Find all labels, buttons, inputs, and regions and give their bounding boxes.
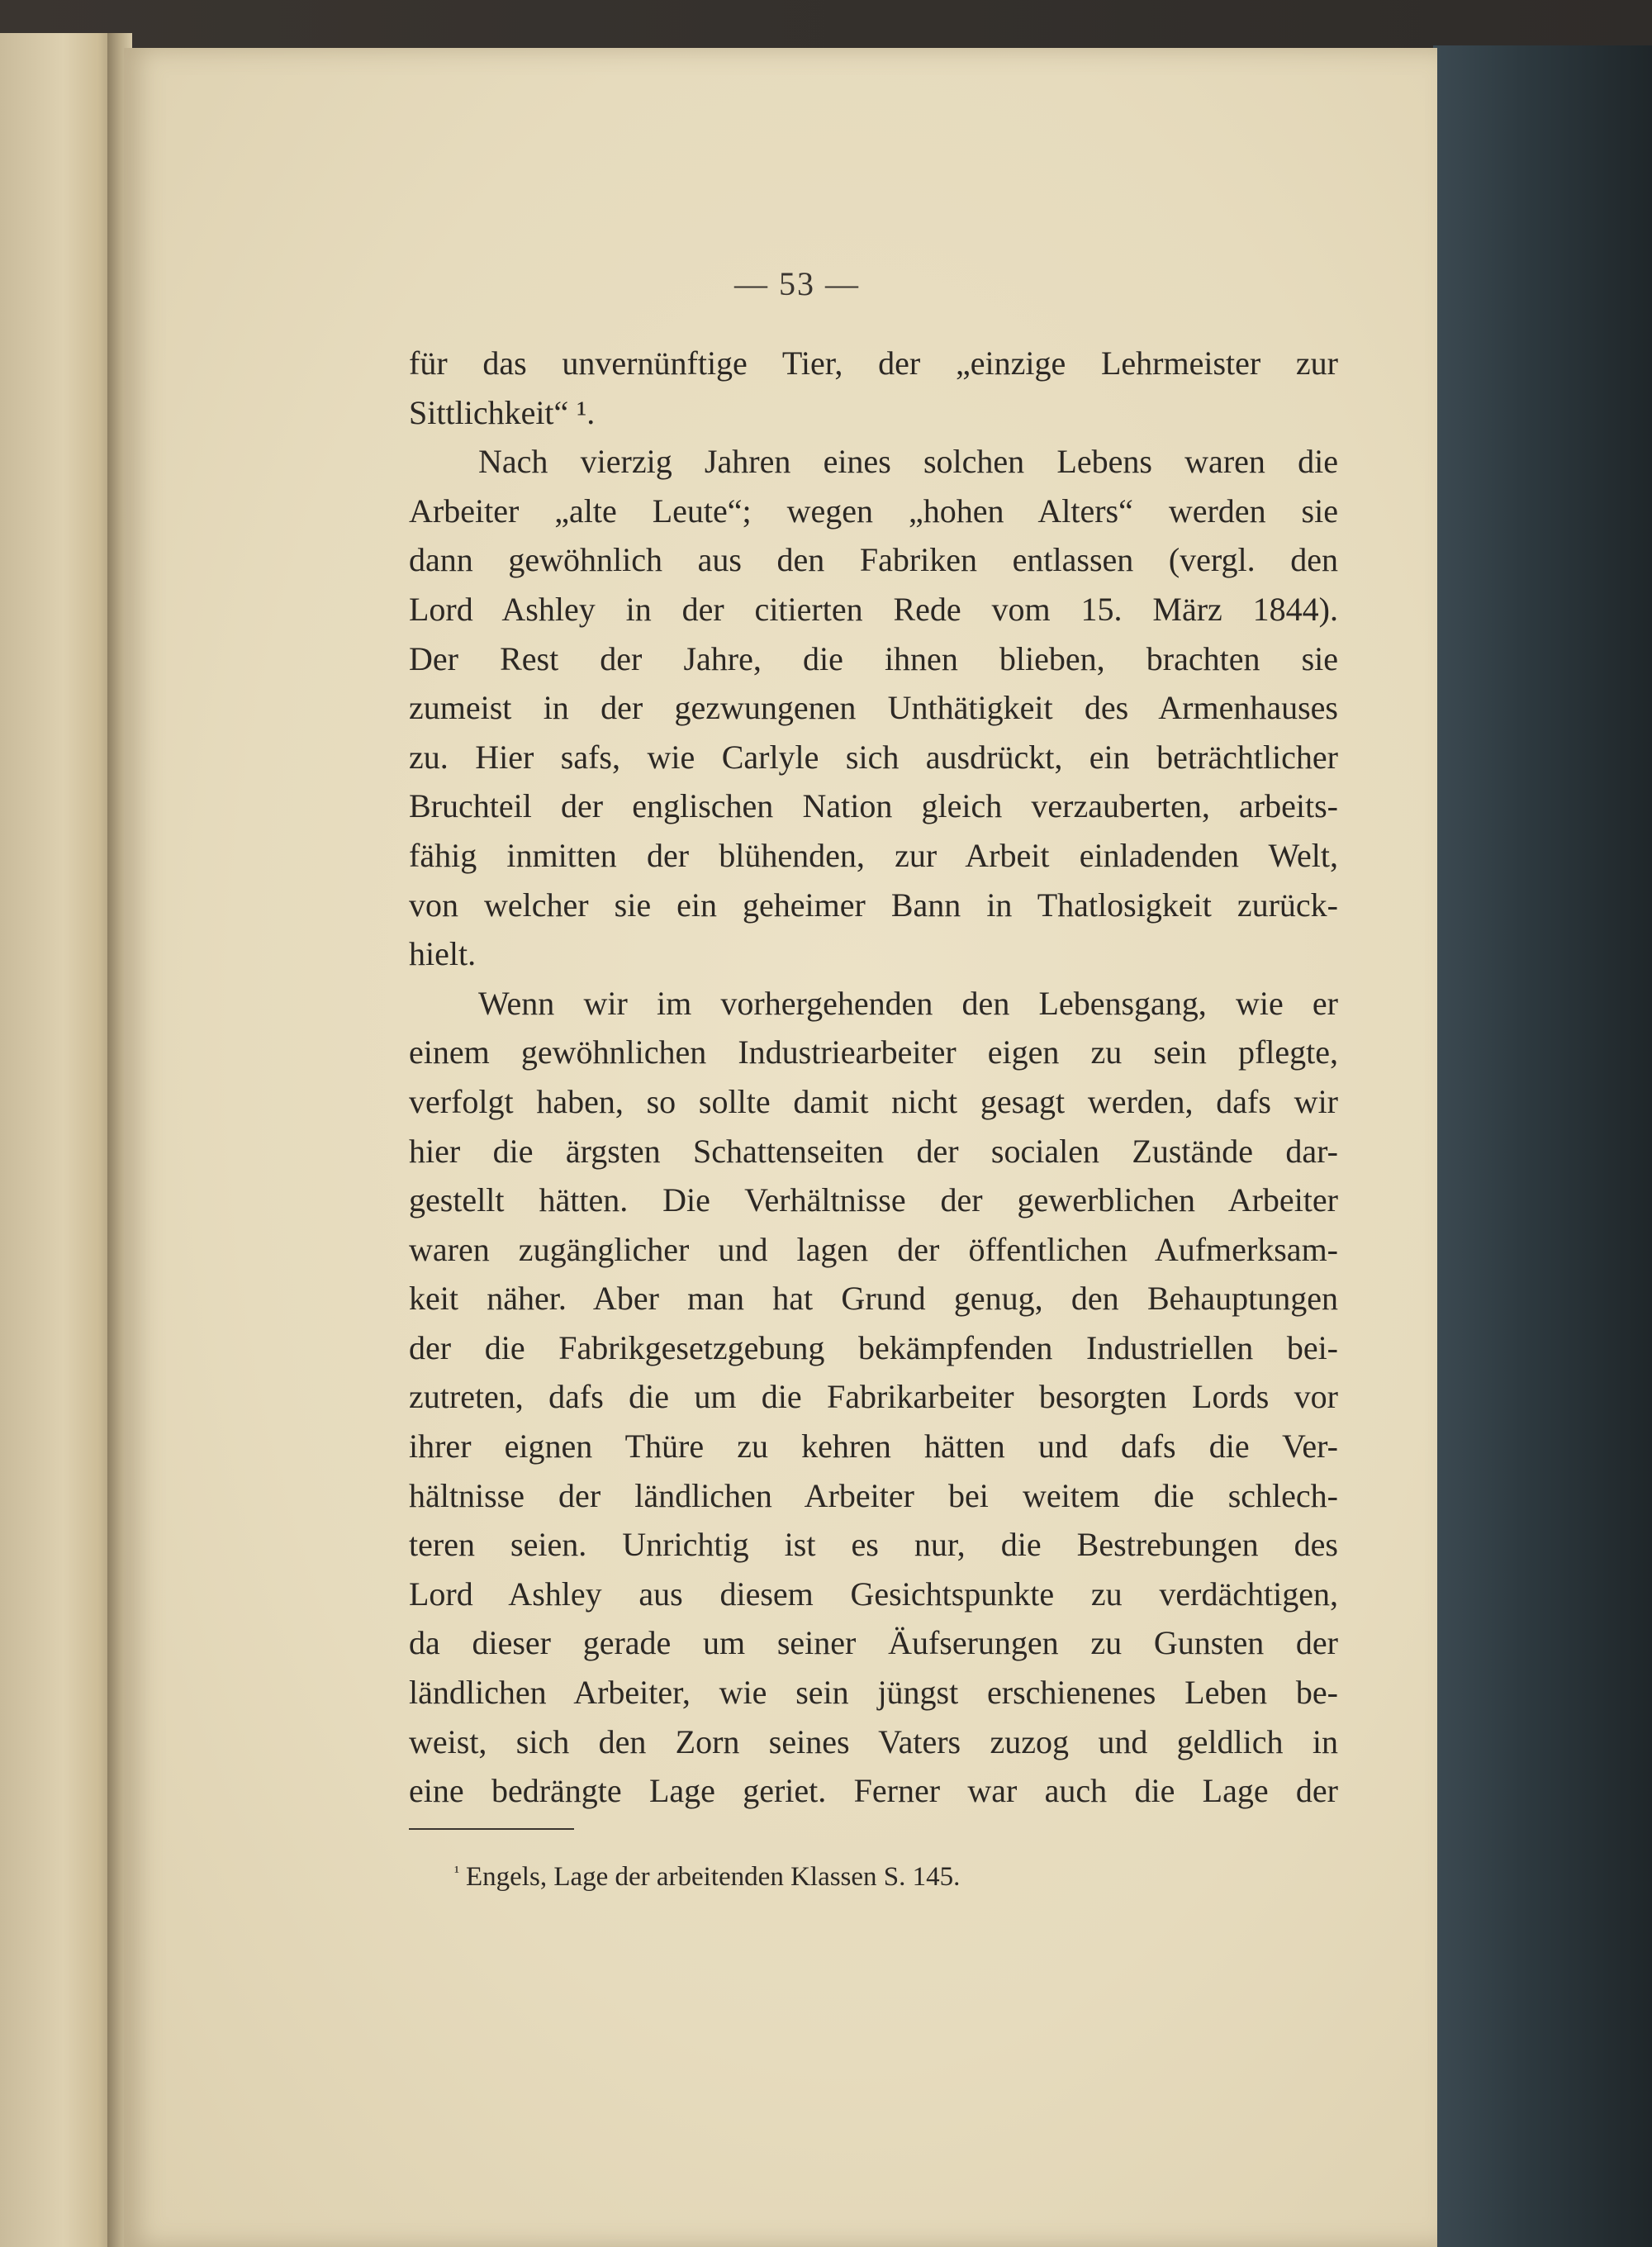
text-line: der die Fabrikgesetzgebung bekämpfenden Industriellen bei- — [409, 1328, 1338, 1366]
text-line: von welcher sie ein geheimer Bann in Thatlosigkeit zurück- — [409, 886, 1338, 924]
text-line: Der Rest der Jahre, die ihnen blieben, brachten sie — [409, 639, 1338, 677]
footnote — [454, 1862, 960, 1893]
text-line: Lord Ashley in der citierten Rede vom 15. März 1844). — [409, 590, 1338, 628]
text-line: zutreten, dafs die um die Fabrikarbeiter besorgten Lords vor — [409, 1378, 1338, 1416]
text-line: Arbeiter „alte Leute“; wegen „hohen Alters“ werden sie — [409, 492, 1338, 530]
text-line: für das unvernünftige Tier, der „einzige Lehrmeister zur — [409, 344, 1338, 382]
footnote-divider — [409, 1828, 574, 1830]
text-line: hier die ärgsten Schattenseiten der socialen Zustände dar- — [409, 1132, 1338, 1170]
text-line: Bruchteil der englischen Nation gleich verzauberten, arbeits- — [409, 787, 1338, 825]
text-line: teren seien. Unrichtig ist es nur, die Bestrebungen des — [409, 1526, 1338, 1564]
body-text — [409, 339, 1338, 1816]
footnote-marker: ¹ — [454, 1863, 459, 1881]
page-number: — 53 — — [734, 265, 860, 302]
text-line: waren zugänglicher und lagen der öffentlichen Aufmerksam- — [409, 1230, 1338, 1268]
book-cover-edge — [1433, 45, 1652, 2247]
text-line: Lord Ashley aus diesem Gesichtspunkte zu verdächtigen, — [409, 1575, 1338, 1613]
text-line: verfolgt haben, so sollte damit nicht gesagt werden, dafs wir — [409, 1082, 1338, 1120]
text-line: keit näher. Aber man hat Grund genug, den Behauptungen — [409, 1280, 1338, 1318]
text-line: zu. Hier safs, wie Carlyle sich ausdrückt, ein beträchtlicher — [409, 738, 1338, 776]
footnote-text: Engels, Lage der arbeitenden Klassen S. 145. — [466, 1862, 961, 1892]
text-line: hielt. — [409, 935, 477, 973]
text-line: ihrer eignen Thüre zu kehren hätten und dafs die Ver- — [409, 1428, 1338, 1466]
text-line: gestellt hätten. Die Verhältnisse der gewerblichen Arbeiter — [409, 1181, 1338, 1219]
text-line: eine bedrängte Lage geriet. Ferner war auch die Lage der — [409, 1772, 1338, 1810]
text-line: hältnisse der ländlichen Arbeiter bei weitem die schlech- — [409, 1476, 1338, 1514]
facing-page-edge — [0, 33, 116, 2247]
text-line: zumeist in der gezwungenen Unthätigkeit des Armenhauses — [409, 689, 1338, 727]
text-line: fähig inmitten der blühenden, zur Arbeit einladenden Welt, — [409, 836, 1338, 874]
text-line: ländlichen Arbeiter, wie sein jüngst erschienenes Leben be- — [409, 1674, 1338, 1712]
text-line: dann gewöhnlich aus den Fabriken entlassen (vergl. den — [409, 541, 1338, 579]
text-line: Wenn wir im vorhergehenden den Lebensgang, wie er — [478, 984, 1338, 1022]
text-line: Nach vierzig Jahren eines solchen Lebens waren die — [478, 443, 1338, 481]
text-line: weist, sich den Zorn seines Vaters zuzog und geldlich in — [409, 1722, 1338, 1760]
text-line: da dieser gerade um seiner Äufserungen zu Gunsten der — [409, 1624, 1338, 1662]
text-line: einem gewöhnlichen Industriearbeiter eigen zu sein pflegte, — [409, 1033, 1338, 1071]
book-page — [124, 48, 1437, 2247]
text-line: Sittlichkeit“ ¹. — [409, 393, 596, 431]
